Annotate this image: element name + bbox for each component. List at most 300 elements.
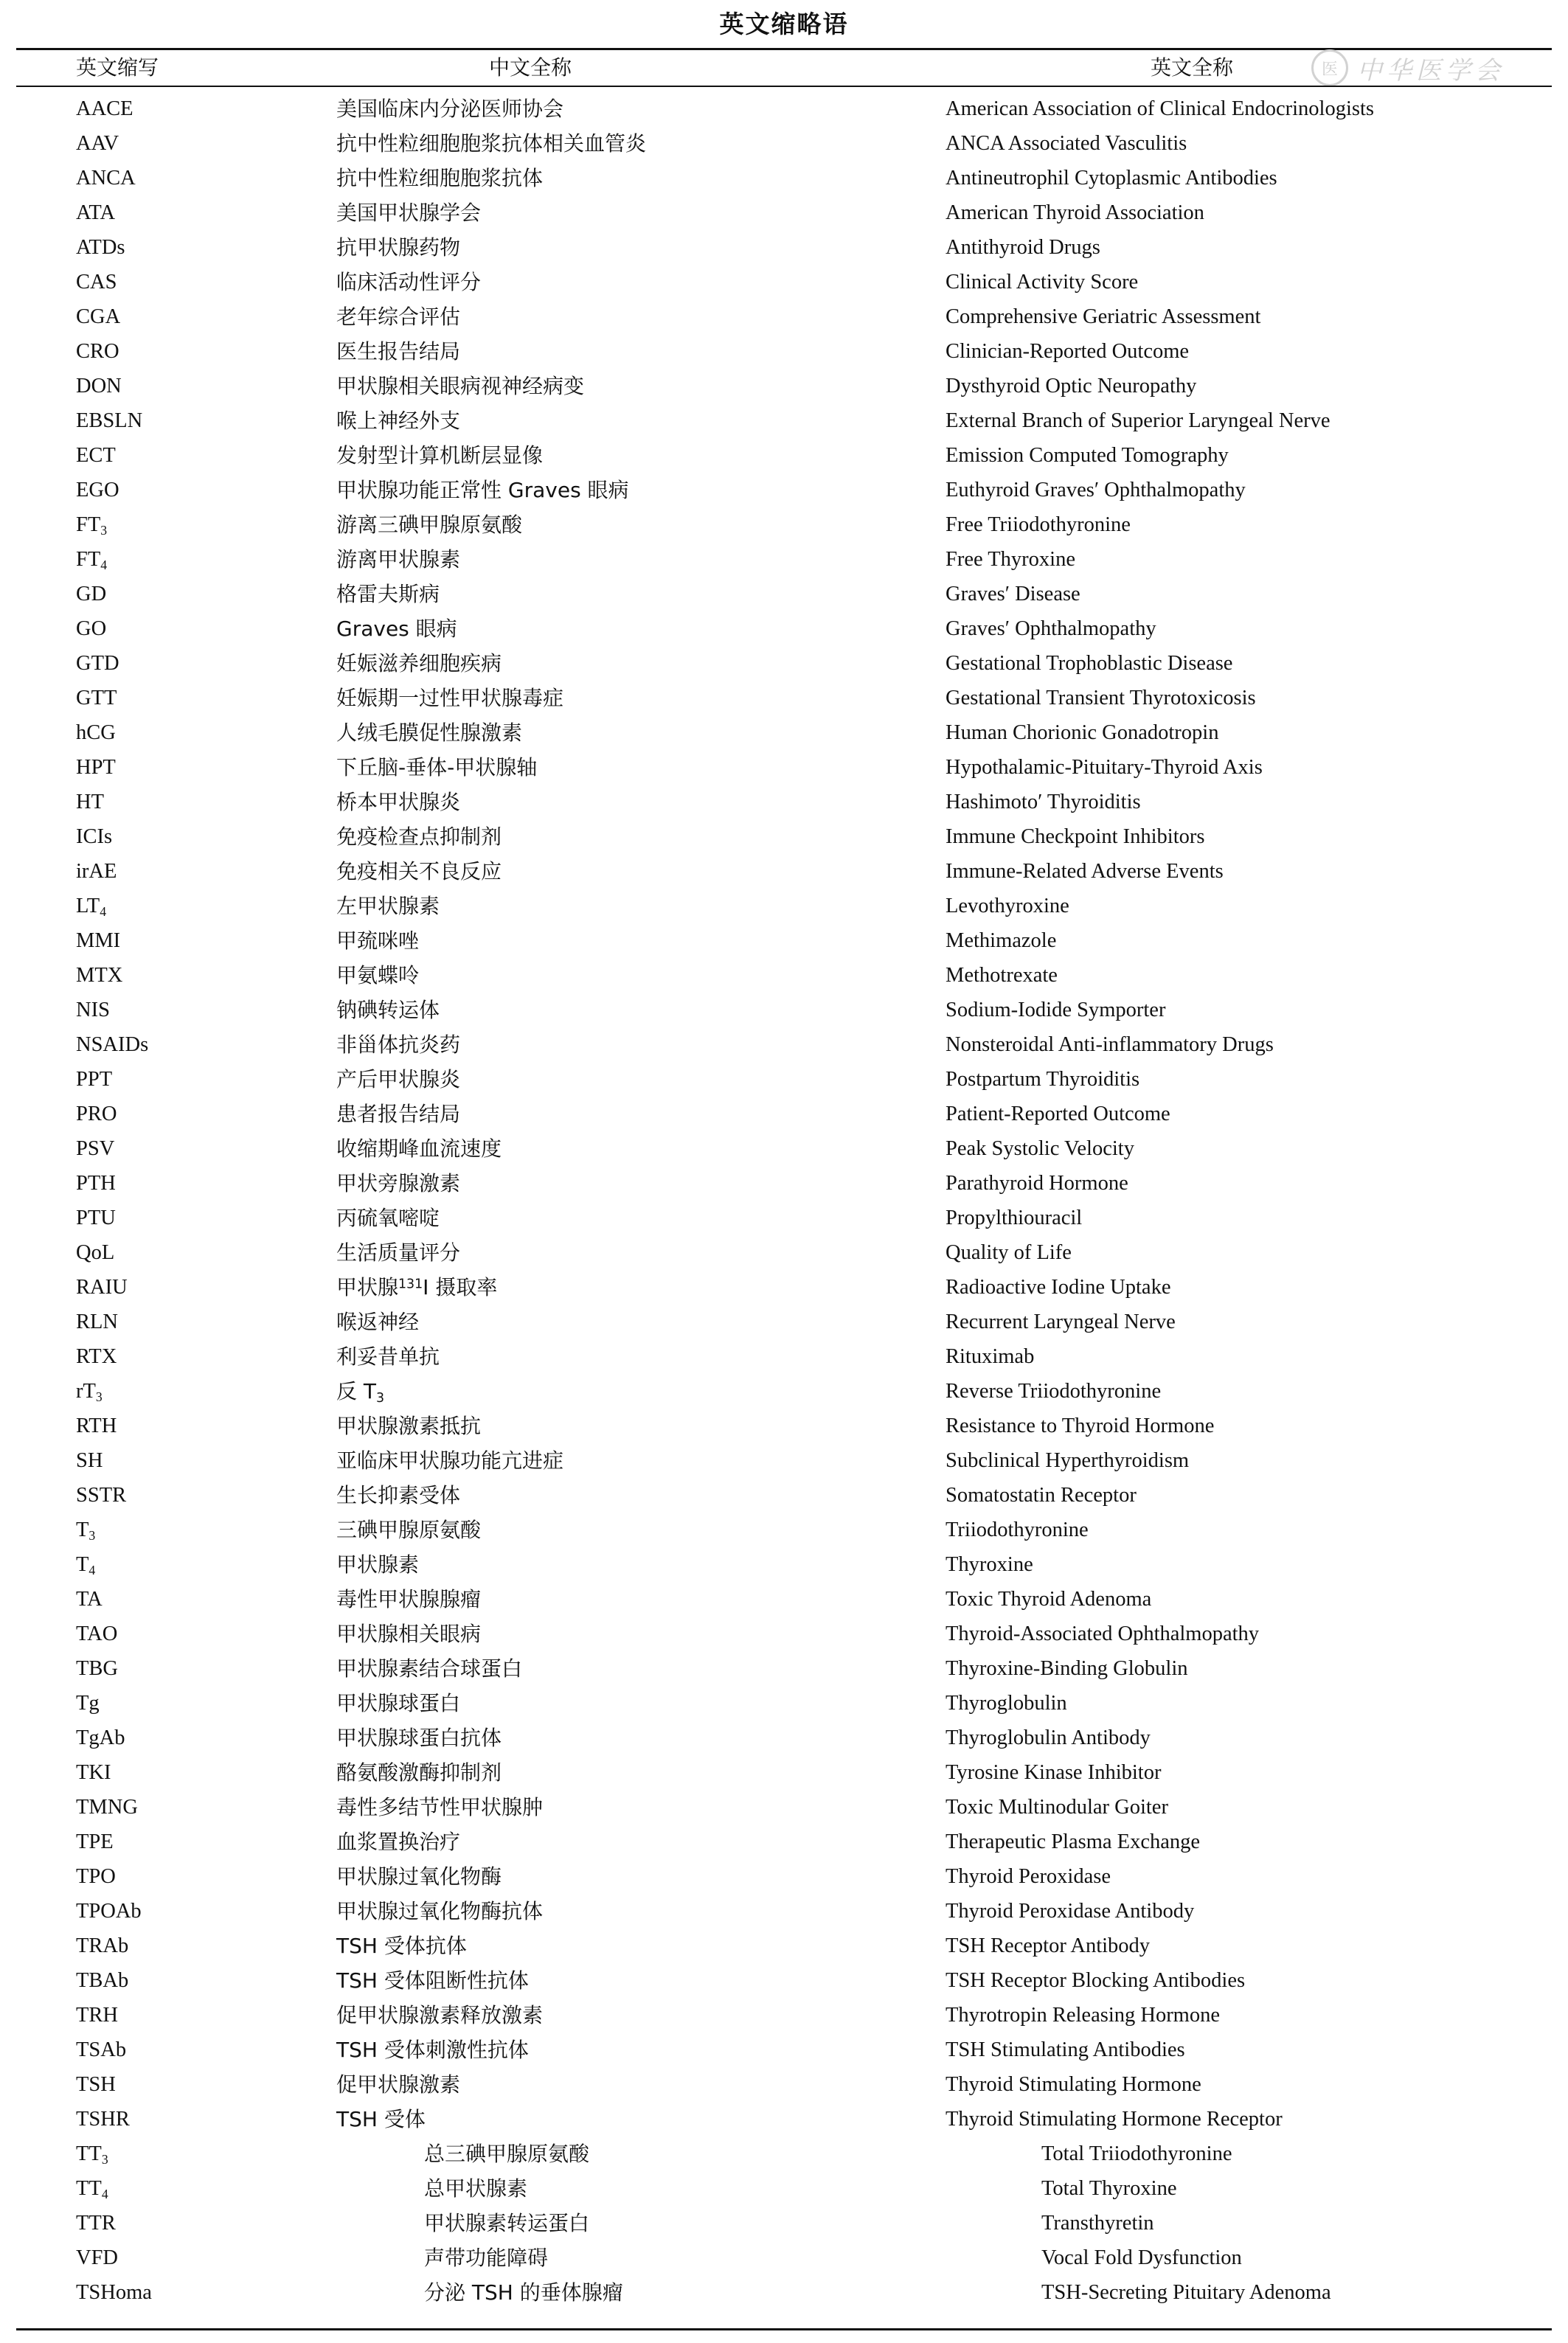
table-row [0,507,1568,542]
english-name-cell: Total Thyroxine [1041,2177,1177,2200]
table-row [0,1790,1568,1825]
table-row [0,161,1568,195]
english-name-cell: American Thyroid Association [946,201,1204,224]
chinese-name-cell [336,403,460,438]
abbreviation-cell [76,1859,116,1894]
chinese-name-cell [336,1027,460,1062]
abbreviation-cell [76,2102,130,2137]
table-row [0,1998,1568,2033]
abbreviation-text: RTX [76,1345,117,1368]
abbreviation-text: AAV [76,132,119,155]
english-name-cell: Thyroxine-Binding Globulin [946,1657,1188,1680]
chinese-name-text: 甲状腺相关眼病 [336,1622,482,1646]
table-row [0,1651,1568,1686]
chinese-name-text: 分泌 TSH 的垂体腺瘤 [424,2280,623,2305]
table-row [0,473,1568,507]
abbreviation-text: HT [76,791,104,813]
abbreviation-cell [76,2240,118,2275]
english-name-cell: Thyroglobulin Antibody [946,1726,1151,1749]
table-row [0,1374,1568,1409]
abbreviation-cell [76,1513,95,1547]
abbreviation-cell [76,334,119,369]
english-name-cell: Resistance to Thyroid Hormone [946,1415,1215,1437]
abbreviation-text: RLN [76,1311,118,1333]
english-name-cell: Methimazole [946,929,1057,952]
abbreviation-cell [76,577,106,611]
chinese-name-text: 喉上神经外支 [336,409,461,433]
abbreviation-cell [76,161,136,195]
abbreviation-text: DON [76,375,122,398]
english-name-cell: Thyroxine [946,1553,1033,1576]
chinese-name-text: 医生报告结局 [336,339,461,364]
abbreviation-cell [76,1305,118,1339]
abbreviation-text: TKI [76,1761,111,1784]
chinese-name-cell [336,1478,460,1513]
abbreviation-text: FT [76,548,101,571]
chinese-name-cell [336,1443,563,1478]
abbreviation-cell [76,1651,118,1686]
abbreviation-text: T [76,1553,89,1576]
abbreviation-text: TRAb [76,1934,129,1957]
english-name-cell: Thyroid-Associated Ophthalmopathy [946,1622,1260,1645]
chinese-name-cell [336,854,502,889]
english-name-cell: Free Triiodothyronine [946,513,1131,536]
abbreviation-cell [76,1201,116,1235]
chinese-name-text: 甲巯咪唑 [336,928,420,953]
table-row [0,1443,1568,1478]
abbreviation-text: TTR [76,2212,116,2235]
english-name-cell: ANCA Associated Vasculitis [946,132,1187,155]
table-row [0,403,1568,438]
watermark [1311,49,1525,87]
chinese-name-text: TSH 受体阻断性抗体 [336,1968,529,1993]
english-name-cell: Gestational Trophoblastic Disease [946,652,1233,675]
english-name-cell: Parathyroid Hormone [946,1172,1128,1195]
table-row [0,785,1568,819]
chinese-name-text: 亚临床甲状腺功能亢进症 [336,1448,564,1473]
english-name-cell: Therapeutic Plasma Exchange [946,1830,1201,1853]
abbreviation-text: TPO [76,1865,116,1888]
chinese-name-text: 左甲状腺素 [336,894,440,918]
chinese-name-cell [336,715,522,750]
table-row [0,958,1568,993]
abbreviation-subscript: 4 [100,903,107,919]
chinese-name-cell [336,1547,419,1582]
table-row [0,1582,1568,1617]
chinese-name-text: 游离甲状腺素 [336,547,461,572]
chinese-name-cell [336,1859,502,1894]
chinese-name-cell [336,750,537,785]
chinese-name-text: 抗甲状腺药物 [336,235,461,260]
table-row [0,542,1568,577]
chinese-name-text: 总甲状腺素 [424,2176,528,2201]
abbreviation-text: HPT [76,756,116,779]
chinese-name-cell [336,334,460,369]
abbreviation-cell [76,785,104,819]
abbreviation-cell [76,438,116,473]
abbreviation-cell [76,299,120,334]
chinese-name-text: 老年综合评估 [336,305,461,329]
abbreviation-cell [76,2206,116,2240]
chinese-name-cell [336,438,543,473]
english-name-cell: Somatostatin Receptor [946,1484,1137,1507]
english-name-cell: Radioactive Iodine Uptake [946,1276,1171,1299]
abbreviation-subscript: 3 [101,2151,108,2167]
english-name-cell: Thyroid Peroxidase [946,1865,1111,1888]
chinese-name-text: 总三碘甲腺原氨酸 [424,2142,590,2166]
abbreviation-text: EBSLN [76,409,143,432]
abbreviation-text: CRO [76,340,119,363]
abbreviation-cell [76,750,116,785]
abbreviation-text: TSHR [76,2108,130,2131]
abbreviation-subscript: 3 [89,1527,96,1543]
abbreviation-cell [76,195,115,230]
abbreviation-text: CAS [76,271,117,294]
chinese-name-cell [336,1062,460,1097]
chinese-name-cell [336,1617,481,1651]
table-row [0,2171,1568,2206]
abbreviation-cell [76,2067,116,2102]
abbreviation-text: RAIU [76,1276,128,1299]
abbreviation-text: VFD [76,2246,119,2269]
table-row [0,1062,1568,1097]
abbreviation-cell [76,2137,108,2171]
chinese-name-cell [336,265,481,299]
english-name-cell: Thyroid Peroxidase Antibody [946,1900,1195,1923]
abbreviation-cell [76,1617,117,1651]
table-row [0,334,1568,369]
table-row [0,91,1568,126]
table-row [0,1686,1568,1721]
chinese-name-text: 抗中性粒细胞胞浆抗体 [336,166,544,190]
abbreviation-text: GD [76,583,107,605]
chinese-name-cell [336,958,419,993]
table-row [0,611,1568,646]
chinese-name-text: TSH 受体抗体 [336,1934,467,1958]
english-name-cell: Peak Systolic Velocity [946,1137,1134,1160]
abbreviation-text: QoL [76,1241,115,1264]
chinese-name-cell [336,473,629,507]
chinese-name-cell [336,1097,460,1131]
abbreviation-text: rT [76,1380,96,1403]
english-name-cell: Dysthyroid Optic Neuropathy [946,375,1197,398]
chinese-name-text: 美国甲状腺学会 [336,201,482,225]
abbreviation-text: TgAb [76,1726,125,1749]
chinese-name-cell [336,2033,529,2067]
table-row [0,438,1568,473]
abbreviation-text: RTH [76,1415,117,1437]
abbreviation-cell [76,1547,95,1582]
table-row [0,1825,1568,1859]
chinese-name-text: 临床活动性评分 [336,270,482,294]
abbreviation-text: MTX [76,964,123,987]
header-chinese-name: 中文全称 [489,55,572,80]
abbreviation-cell [76,819,112,854]
english-name-cell: Graves′ Disease [946,583,1080,605]
abbreviation-cell [76,1721,125,1755]
english-name-cell: Antithyroid Drugs [946,236,1100,259]
chinese-name-text: 甲氨蝶呤 [336,963,420,987]
table-row [0,1339,1568,1374]
abbreviation-text: ANCA [76,167,136,190]
abbreviation-text: GO [76,617,107,640]
abbreviation-text: LT [76,895,100,917]
abbreviation-cell [76,1998,118,2033]
english-name-cell: Thyroid Stimulating Hormone [946,2073,1201,2096]
chinese-name-cell [336,1825,460,1859]
watermark-text: 中华医学会 [1357,55,1505,86]
chinese-name-text: 产后甲状腺炎 [336,1067,461,1091]
abbreviation-text: GTD [76,652,119,675]
english-name-cell: Rituximab [946,1345,1035,1368]
abbreviation-text: TRH [76,2004,118,2027]
chinese-name-text: 抗中性粒细胞胞浆抗体相关血管炎 [336,131,647,156]
table-row [0,889,1568,923]
chinese-name-text: 游离三碘甲腺原氨酸 [336,513,523,537]
page-title: 英文缩略语 [719,10,849,38]
table-row [0,126,1568,161]
chinese-name-cell [336,681,563,715]
abbreviation-cell [76,1825,114,1859]
english-name-cell: Toxic Thyroid Adenoma [946,1588,1152,1611]
english-name-cell: Clinician-Reported Outcome [946,340,1190,363]
abbreviation-cell [76,473,119,507]
table-row [0,2275,1568,2310]
chinese-name-text: 生长抑素受体 [336,1483,461,1507]
abbreviation-text: NIS [76,999,110,1021]
english-name-cell: Hashimoto′ Thyroiditis [946,791,1141,813]
chinese-name-cell [336,646,502,681]
table-row [0,1721,1568,1755]
abbreviation-text: SH [76,1449,103,1472]
chinese-name-cell [336,161,543,195]
english-name-cell: TSH Receptor Antibody [946,1934,1151,1957]
abbreviation-cell [76,126,119,161]
english-name-cell: Levothyroxine [946,895,1069,917]
chinese-name-cell [336,819,502,854]
chinese-name-cell [336,1721,502,1755]
abbreviation-subscript: 4 [89,1562,96,1577]
chinese-name-cell [336,1582,481,1617]
abbreviation-text: CGA [76,305,121,328]
english-name-cell: Propylthiouracil [946,1207,1083,1229]
chinese-name-text: 免疫相关不良反应 [336,859,502,884]
chinese-name-cell [336,230,460,265]
abbreviation-cell [76,1686,100,1721]
table-row [0,715,1568,750]
chinese-name-cell [424,2240,548,2275]
chinese-name-cell [336,91,563,126]
abbreviation-cell [76,889,106,923]
abbreviation-cell [76,958,122,993]
chinese-name-text: 甲状腺球蛋白 [336,1691,461,1715]
english-name-cell: Quality of Life [946,1241,1072,1264]
chinese-name-cell [336,611,457,646]
english-name-cell: Nonsteroidal Anti-inflammatory Drugs [946,1033,1274,1056]
chinese-name-cell [336,369,584,403]
chinese-name-text: 酪氨酸激酶抑制剂 [336,1760,502,1785]
abbreviation-text: TPE [76,1830,114,1853]
chinese-name-cell [336,1894,543,1929]
chinese-name-text: 收缩期峰血流速度 [336,1136,502,1161]
chinese-name-cell [336,1755,502,1790]
table-row [0,1235,1568,1270]
table-row [0,1963,1568,1998]
abbreviation-text: PRO [76,1103,117,1125]
english-name-cell: Transthyretin [1041,2212,1154,2235]
table-row [0,1617,1568,1651]
chinese-name-text: 血浆置换治疗 [336,1830,461,1854]
abbreviation-text: GTT [76,687,117,709]
english-name-cell: Graves′ Ophthalmopathy [946,617,1156,640]
abbreviation-text: NSAIDs [76,1033,149,1056]
table-row [0,1859,1568,1894]
table-row [0,577,1568,611]
abbreviation-text: PTU [76,1207,116,1229]
chinese-name-text: 反 T [336,1379,377,1403]
english-name-cell: Gestational Transient Thyrotoxicosis [946,687,1256,709]
abbreviation-cell [76,2033,126,2067]
chinese-name-cell [336,1374,384,1409]
abbreviation-cell [76,681,117,715]
header-abbreviation: 英文缩写 [76,55,159,80]
chinese-name-text: 患者报告结局 [336,1102,461,1126]
abbreviation-text: ICIs [76,825,113,848]
abbreviation-cell [76,230,125,265]
chinese-name-cell [336,993,440,1027]
abbreviation-cell [76,2275,152,2310]
abbreviation-cell [76,1097,117,1131]
english-name-cell: Immune-Related Adverse Events [946,860,1224,883]
chinese-name-text: 甲状腺激素抵抗 [336,1414,482,1438]
english-name-cell: Thyrotropin Releasing Hormone [946,2004,1221,2027]
english-name-cell: Thyroid Stimulating Hormone Receptor [946,2108,1283,2131]
abbreviation-text: Tg [76,1692,100,1715]
abbreviation-cell [76,403,142,438]
abbreviation-cell [76,1443,103,1478]
english-name-cell: Immune Checkpoint Inhibitors [946,825,1205,848]
chinese-name-text: 甲状腺球蛋白抗体 [336,1726,502,1750]
chinese-name-text: 促甲状腺激素 [336,2072,461,2097]
english-name-cell: Tyrosine Kinase Inhibitor [946,1761,1162,1784]
abbreviation-text: ATA [76,201,116,224]
chinese-name-text: 甲状腺 [336,1275,399,1299]
chinese-name-cell [336,889,440,923]
chinese-name-text: 促甲状腺激素释放激素 [336,2003,544,2027]
chinese-name-cell [336,1513,481,1547]
chinese-name-tail: I 摄取率 [423,1275,498,1299]
abbreviation-text: T [76,1518,89,1541]
chinese-name-text: TSH 受体刺激性抗体 [336,2038,529,2062]
abbreviation-text: PSV [76,1137,115,1160]
table-row [0,1755,1568,1790]
table-row [0,1131,1568,1166]
abbreviation-cell [76,993,110,1027]
english-name-cell: Euthyroid Graves′ Ophthalmopathy [946,479,1246,501]
chinese-name-text: 免疫检查点抑制剂 [336,825,502,849]
chinese-name-text: 钠碘转运体 [336,998,440,1022]
abbreviation-cell [76,1339,117,1374]
chinese-name-cell [336,577,440,611]
chinese-name-text: 甲状腺过氧化物酶 [336,1864,502,1889]
abbreviation-subscript: 4 [100,557,108,572]
chinese-name-text: TSH 受体 [336,2107,426,2131]
english-name-cell: Total Triiodothyronine [1041,2142,1232,2165]
table-row [0,369,1568,403]
abbreviation-cell [76,715,116,750]
table-row [0,1478,1568,1513]
chinese-name-text: 生活质量评分 [336,1240,461,1265]
english-name-cell: Patient-Reported Outcome [946,1103,1170,1125]
chinese-name-cell [336,195,481,230]
abbreviation-text: TSAb [76,2038,127,2061]
table-row [0,1097,1568,1131]
table-row [0,1027,1568,1062]
english-name-cell: Clinical Activity Score [946,271,1139,294]
table-row [0,1305,1568,1339]
chinese-name-text: 非甾体抗炎药 [336,1032,461,1057]
abbreviation-cell [76,542,107,577]
chinese-name-cell [424,2137,589,2171]
abbreviation-cell [76,1027,148,1062]
chinese-name-cell [336,1790,543,1825]
abbreviation-text: TPOAb [76,1900,142,1923]
chinese-name-text: 甲状腺功能正常性 Graves 眼病 [336,478,629,502]
chinese-name-cell [336,1201,440,1235]
abbreviation-text: PTH [76,1172,116,1195]
english-name-cell: Recurrent Laryngeal Nerve [946,1311,1176,1333]
chinese-name-cell [336,785,460,819]
chinese-name-text: 桥本甲状腺炎 [336,790,461,814]
table-header-rule [16,86,1552,87]
chinese-name-text: Graves 眼病 [336,617,457,641]
abbreviation-cell [76,1235,114,1270]
chinese-name-cell [336,1166,460,1201]
abbreviation-cell [76,1582,103,1617]
abbreviation-text: SSTR [76,1484,127,1507]
abbreviation-cell [76,1131,114,1166]
abbreviation-cell [76,1270,128,1305]
english-name-cell: Human Chorionic Gonadotropin [946,721,1219,744]
table-row [0,1929,1568,1963]
table-row [0,993,1568,1027]
table-row [0,1409,1568,1443]
table-row [0,1547,1568,1582]
chinese-name-cell [424,2171,527,2206]
chinese-name-cell [336,1651,522,1686]
abbreviation-subscript: 4 [101,2186,108,2201]
table-row [0,819,1568,854]
english-name-cell: Postpartum Thyroiditis [946,1068,1140,1091]
abbreviation-text: TA [76,1588,103,1611]
english-name-cell: Emission Computed Tomography [946,444,1229,467]
abbreviation-text: ECT [76,444,116,467]
abbreviation-text: TAO [76,1622,118,1645]
chinese-name-cell [336,923,419,958]
chinese-name-text: 三碘甲腺原氨酸 [336,1518,482,1542]
english-name-cell: Methotrexate [946,964,1058,987]
english-name-cell: Toxic Multinodular Goiter [946,1796,1168,1819]
abbreviation-cell [76,1062,112,1097]
table-row [0,646,1568,681]
abbreviation-cell [76,1790,138,1825]
chinese-name-text: 妊娠滋养细胞疾病 [336,651,502,676]
english-name-cell: Comprehensive Geriatric Assessment [946,305,1261,328]
abbreviation-text: PPT [76,1068,113,1091]
abbreviation-text: EGO [76,479,119,501]
abbreviation-cell [76,923,120,958]
header-english-name: 英文全称 [1151,55,1234,80]
